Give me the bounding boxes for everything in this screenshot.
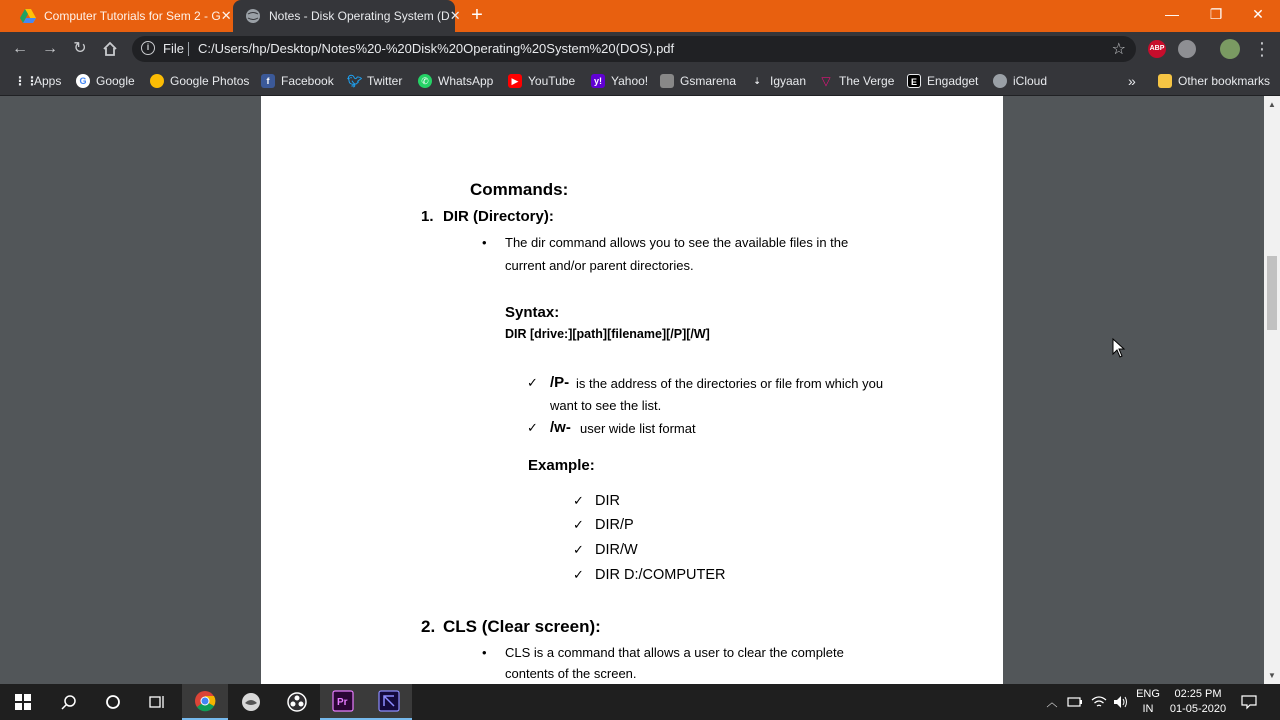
windows-taskbar: [0, 684, 1280, 720]
folder-icon: [1158, 74, 1172, 88]
url-text[interactable]: C:/Users/hp/Desktop/Notes%20-%20Disk%20Operating%20System%20(DOS).pdf: [198, 41, 675, 56]
whatsapp-icon: ✆: [418, 74, 432, 88]
svg-text:Pr: Pr: [337, 697, 348, 708]
check-icon: ✓: [573, 517, 584, 532]
check-icon: ✓: [527, 375, 538, 390]
bookmark-label: iCloud: [1013, 74, 1048, 88]
region-code: IN: [1142, 703, 1154, 715]
example-text: DIR/P: [595, 517, 634, 533]
bookmark-label: Yahoo!: [611, 74, 649, 88]
example-text: DIR/W: [595, 542, 638, 558]
example-text: DIR: [595, 493, 620, 509]
option-flag: /w-: [550, 419, 571, 436]
option-flag: /P-: [550, 374, 570, 391]
bookmark-igyaan[interactable]: [750, 72, 806, 90]
check-icon: ✓: [573, 567, 584, 582]
bookmark-label: Google Photos: [170, 74, 250, 88]
pdf-viewer[interactable]: [0, 96, 1264, 684]
bookmark-label: Facebook: [281, 74, 334, 88]
home-icon[interactable]: [98, 38, 122, 60]
tab-notes-dos[interactable]: [233, 0, 461, 32]
check-icon: ✓: [573, 493, 584, 508]
bookmark-the-verge[interactable]: [819, 72, 894, 90]
language-code: ENG: [1136, 688, 1160, 700]
language-indicator[interactable]: [1134, 687, 1162, 717]
item-title: CLS (Clear screen):: [443, 617, 601, 636]
bookmark-label: The Verge: [839, 74, 895, 88]
avatar[interactable]: [1220, 39, 1240, 59]
youtube-icon: ▶: [508, 74, 522, 88]
bookmark-label: YouTube: [528, 74, 576, 88]
pdf-page: [261, 96, 1003, 684]
minimize-icon[interactable]: —: [1165, 6, 1179, 22]
bookmark-icloud[interactable]: [993, 72, 1047, 90]
scrollbar-thumb[interactable]: [1267, 256, 1277, 330]
google-drive-icon: [20, 8, 36, 24]
check-icon: ✓: [573, 542, 584, 557]
bookmark-engadget[interactable]: [907, 72, 978, 90]
windows-start-icon[interactable]: [0, 684, 46, 720]
bookmark-facebook[interactable]: [261, 72, 334, 90]
scroll-up-arrow-icon[interactable]: ▲: [1268, 100, 1276, 109]
bullet-text: The dir command allows you to see the available files in the: [505, 235, 849, 250]
cortana-icon[interactable]: [90, 684, 136, 720]
bullet-icon: •: [482, 235, 487, 250]
clock-date: 01-05-2020: [1169, 703, 1227, 715]
divider: [188, 42, 189, 56]
tab-title: Notes - Disk Operating System (D: [269, 9, 450, 23]
browser-toolbar: [0, 32, 1280, 66]
forward-arrow-icon[interactable]: →: [42, 40, 58, 57]
bookmark-whatsapp[interactable]: [418, 72, 493, 90]
yahoo-icon: y!: [591, 74, 605, 88]
twitter-icon: 🐦︎: [347, 74, 363, 88]
apps-grid-icon: ⋮⋮: [14, 74, 38, 88]
tray-overflow-icon[interactable]: ︿: [1046, 697, 1058, 709]
adblock-plus-icon[interactable]: ABP: [1148, 40, 1166, 58]
bullet-text: contents of the screen.: [505, 666, 637, 681]
bookmark-yahoo[interactable]: [591, 72, 648, 90]
clock-time: 02:25 PM: [1174, 688, 1222, 700]
facebook-icon: f: [261, 74, 275, 88]
bookmark-label: Twitter: [367, 74, 403, 88]
option-text: is the address of the directories or file from which you: [576, 376, 884, 391]
close-tab-icon[interactable]: ✕: [220, 8, 232, 23]
option-text: user wide list format: [580, 421, 696, 436]
chrome-taskbar-icon[interactable]: [182, 684, 228, 720]
page-heading: Commands:: [470, 180, 569, 199]
extension-icon[interactable]: [1178, 40, 1196, 58]
volume-icon[interactable]: [1110, 684, 1132, 720]
notifications-icon[interactable]: [1238, 684, 1260, 720]
bookmark-label: Engadget: [927, 74, 979, 88]
mouse-cursor-icon: [1112, 338, 1126, 358]
close-window-icon[interactable]: ✕: [1252, 6, 1264, 22]
bookmark-google-photos[interactable]: [150, 72, 249, 90]
check-icon: ✓: [527, 420, 538, 435]
scroll-down-arrow-icon[interactable]: ▼: [1268, 671, 1276, 680]
bookmarks-bar: [0, 66, 1280, 96]
app-taskbar-icon[interactable]: [228, 684, 274, 720]
example-label: Example:: [528, 457, 595, 474]
bookmark-label: Gsmarena: [680, 74, 737, 88]
bookmark-label: Apps: [34, 74, 62, 88]
item-title: DIR (Directory):: [443, 208, 554, 225]
address-bar[interactable]: [132, 36, 1136, 62]
bookmark-twitter[interactable]: [347, 72, 402, 90]
tab-strip: [0, 0, 1280, 32]
bullet-text: current and/or parent directories.: [505, 258, 694, 273]
bookmark-youtube[interactable]: [508, 72, 575, 90]
bookmark-label: WhatsApp: [438, 74, 494, 88]
gsmarena-icon: [660, 74, 674, 88]
bookmark-google[interactable]: [76, 72, 135, 90]
bookmark-star-icon[interactable]: ☆: [1111, 41, 1126, 58]
reload-icon[interactable]: ↻: [73, 40, 87, 57]
task-view-icon[interactable]: [134, 684, 180, 720]
bookmark-label: Google: [96, 74, 135, 88]
vertical-scrollbar[interactable]: [1264, 96, 1280, 684]
system-clock[interactable]: [1160, 687, 1236, 717]
google-photos-icon: [150, 74, 164, 88]
bookmark-label: Igyaan: [770, 74, 807, 88]
syntax-text: DIR [drive:][path][filename][/P][/W]: [505, 327, 710, 341]
engadget-icon: E: [907, 74, 921, 88]
other-bookmarks[interactable]: [1158, 72, 1270, 90]
item-number: 1.: [421, 208, 434, 225]
close-tab-icon[interactable]: ✕: [449, 8, 461, 23]
menu-kebab-icon[interactable]: ⋮: [1253, 39, 1271, 59]
globe-icon: [245, 8, 261, 24]
premiere-pro-taskbar-icon[interactable]: [320, 684, 366, 720]
other-bookmarks-label: Other bookmarks: [1178, 74, 1271, 88]
back-arrow-icon[interactable]: ←: [12, 40, 28, 57]
scheme-label: File: [163, 41, 184, 56]
restore-icon[interactable]: ❐: [1209, 6, 1223, 22]
verge-icon: ▽: [821, 74, 831, 88]
bookmark-gsmarena[interactable]: [660, 72, 736, 90]
battery-icon[interactable]: [1064, 684, 1086, 720]
media-encoder-taskbar-icon[interactable]: [366, 684, 412, 720]
bullet-text: CLS is a command that allows a user to clear the complete: [505, 645, 844, 660]
obs-taskbar-icon[interactable]: [274, 684, 320, 720]
info-icon[interactable]: i: [141, 41, 155, 55]
new-tab-button[interactable]: +: [471, 4, 483, 26]
syntax-label: Syntax:: [505, 304, 560, 321]
wifi-icon[interactable]: [1088, 684, 1110, 720]
tab-computer-tutorials[interactable]: [8, 0, 230, 32]
item-number: 2.: [421, 617, 436, 636]
bookmarks-overflow-icon[interactable]: »: [1128, 73, 1136, 89]
apple-icon: [993, 74, 1007, 88]
tab-title: Computer Tutorials for Sem 2 - G: [44, 9, 221, 23]
search-icon[interactable]: [46, 684, 92, 720]
bullet-icon: •: [482, 645, 487, 660]
bookmark-apps[interactable]: [14, 72, 61, 90]
igyaan-icon: ⇣: [753, 76, 761, 86]
google-icon: G: [76, 74, 90, 88]
option-text: want to see the list.: [550, 398, 662, 413]
example-text: DIR D:/COMPUTER: [595, 567, 726, 583]
